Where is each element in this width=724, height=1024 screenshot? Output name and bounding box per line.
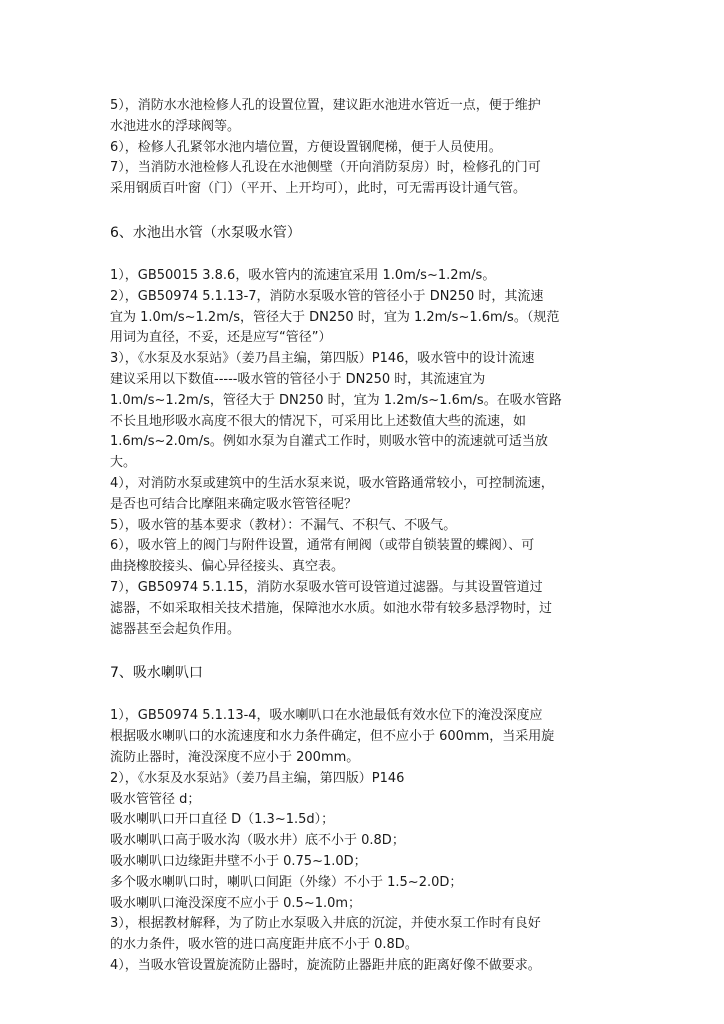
text-line: 多个吸水喇叭口时，喇叭口间距（外缘）不小于 1.5~2.0D；	[110, 874, 463, 890]
text-line: 7），当消防水池检修人孔设在水池侧壁（开向消防泵房）时，检修孔的门可	[110, 160, 541, 176]
text-line: 曲挠橡胶接头、偏心异径接头、真空表。	[110, 559, 345, 575]
text-line: 是否也可结合比摩阻来确定吸水管管径呢？	[110, 496, 358, 512]
text-line: 吸水喇叭口淹没深度不应小于 0.5~1.0m；	[110, 895, 362, 911]
text-line: 滤器，不如采取相关技术措施，保障池水水质。如池水带有较多悬浮物时，过	[110, 600, 553, 616]
text-line: 吸水管管径 d；	[110, 791, 201, 807]
text-line: 1），GB50015 3.8.6，吸水管内的流速宜采用 1.0m/s~1.2m/s。	[110, 267, 496, 283]
text-line: 根据吸水喇叭口的水流速度和水力条件确定，但不应小于 600mm，当采用旋	[110, 729, 555, 745]
text-line: 4），对消防水泵或建筑中的生活水泵来说，吸水管路通常较小，可控制流速，	[110, 475, 554, 491]
text-line: 7），GB50974 5.1.15，消防水泵吸水管可设管道过滤器。与其设置管道过	[110, 579, 543, 595]
text-line: 5），吸水管的基本要求（教材）：不漏气、不积气、不吸气。	[110, 517, 457, 533]
text-line: 2），GB50974 5.1.13-7，消防水泵吸水管的管径小于 DN250 时，其流速	[110, 288, 544, 304]
text-line: 3），《水泵及水泵站》（姜乃昌主编，第四版）P146，吸水管中的设计流速	[110, 351, 535, 367]
text-line: 1），GB50974 5.1.13-4，吸水喇叭口在水池最低有效水位下的淹没深度应	[110, 708, 543, 724]
text-line: 采用钢质百叶窗（门）（平开、上开均可），此时，可无需再设计通气管。	[110, 181, 527, 197]
text-line: 1.0m/s~1.2m/s，管径大于 DN250 时，宜为 1.2m/s~1.6m/s。在吸水管路	[110, 392, 562, 408]
text-line: 滤器甚至会起负作用。	[110, 621, 241, 637]
text-line: 吸水喇叭口边缘距井壁不小于 0.75~1.0D；	[110, 853, 367, 869]
text-line: 4），当吸水管设置旋流防止器时，旋流防止器距井底的距离好像不做要求。	[110, 957, 541, 973]
text-line: 吸水喇叭口高于吸水沟（吸水井）底不小于 0.8D；	[110, 833, 405, 849]
text-line: 6），吸水管上的阀门与附件设置，通常有闸阀（或带自锁装置的蝶阀）、可	[110, 538, 535, 554]
section-b-paragraph	[110, 266, 614, 640]
text-line: 3），根据教材解释，为了防止水泵吸入井底的沉淀，并使水泵工作时有良好	[110, 916, 541, 932]
section-c-paragraph	[110, 706, 614, 976]
text-line: 流防止器时，淹没深度不应小于 200mm。	[110, 749, 360, 765]
text-line: 大。	[110, 455, 137, 471]
text-line: 的水力条件，吸水管的进口高度距井底不小于 0.8D。	[110, 937, 418, 953]
text-line: 建议采用以下数值-----吸水管的管径小于 DN250 时，其流速宜为	[110, 371, 486, 387]
text-line: 宜为 1.0m/s~1.2m/s，管径大于 DN250 时，宜为 1.2m/s~1.6m/s。（规范	[110, 309, 560, 325]
text-line: 1.6m/s~2.0m/s。例如水泵为自灌式工作时，则吸水管中的流速就可适当放	[110, 434, 548, 450]
text-line: 吸水喇叭口开口直径 D（1.3~1.5d）；	[110, 812, 335, 828]
text-line: 5），消防水水池检修人孔的设置位置，建议距水池进水管近一点，便于维护	[110, 98, 541, 113]
section-heading-7: 7、吸水喇叭口	[110, 665, 203, 682]
text-line: 水池进水的浮球阀等。	[110, 118, 241, 134]
text-line: 6），检修人孔紧邻水池内墙位置，方便设置钢爬梯，便于人员使用。	[110, 139, 502, 155]
text-line: 2），《水泵及水泵站》（姜乃昌主编，第四版）P146	[110, 770, 405, 786]
text-line: 不长且地形吸水高度不很大的情况下，可采用比上述数值大些的流速，如	[110, 413, 527, 429]
text-line: 用词为直径，不妥，还是应写“管径”）	[110, 330, 332, 346]
section-heading-6: 6、水池出水管（水泵吸水管）	[110, 224, 301, 241]
section-a-paragraph	[110, 96, 614, 200]
